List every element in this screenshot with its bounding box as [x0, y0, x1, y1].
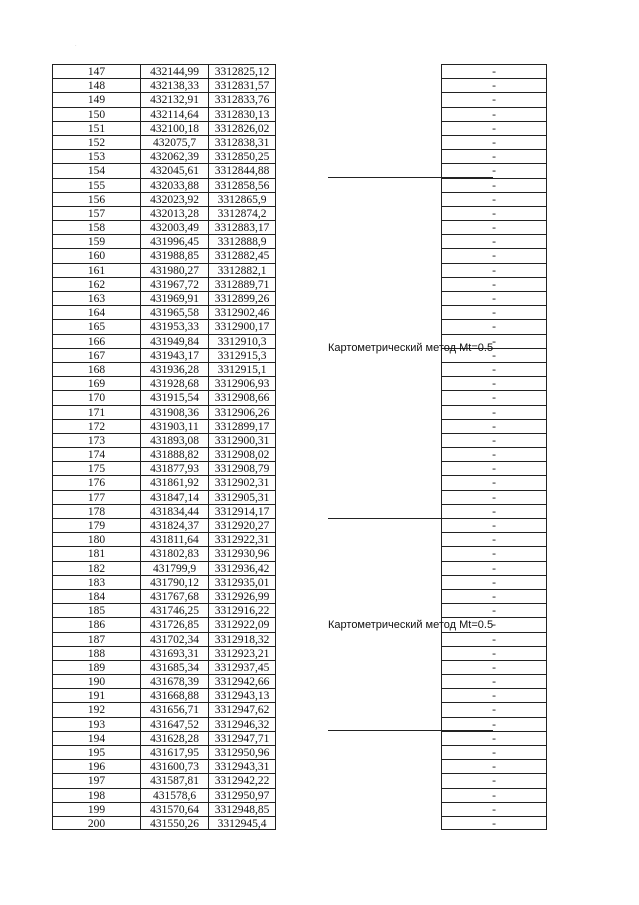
- method-label: Картометрический метод Mt=0.5: [328, 619, 494, 632]
- status-cell: -: [441, 376, 547, 390]
- x-coordinate-cell: 431617,95: [140, 745, 208, 759]
- status-cell: -: [441, 107, 547, 121]
- x-coordinate-cell: 431678,39: [140, 674, 208, 688]
- method-group: [328, 518, 493, 732]
- x-coordinate-cell: 431953,33: [140, 319, 208, 333]
- point-number-cell: 157: [52, 206, 140, 220]
- status-cell: -: [441, 660, 547, 674]
- x-coordinate-cell: 431893,08: [140, 433, 208, 447]
- point-number-cell: 166: [52, 334, 140, 348]
- y-coordinate-cell: 3312902,31: [208, 475, 276, 489]
- status-cell: -: [441, 149, 547, 163]
- status-cell: -: [441, 135, 547, 149]
- status-cell: -: [441, 234, 547, 248]
- point-number-cell: 188: [52, 646, 140, 660]
- point-number-cell: 154: [52, 163, 140, 177]
- y-coordinate-cell: 3312922,09: [208, 617, 276, 631]
- status-cell: -: [441, 589, 547, 603]
- method-label: Картометрический метод Mt=0.5: [328, 342, 494, 355]
- status-cell: -: [441, 390, 547, 404]
- y-coordinate-cell: 3312937,45: [208, 660, 276, 674]
- y-coordinate-cell: 3312915,3: [208, 348, 276, 362]
- x-coordinate-cell: 432013,28: [140, 206, 208, 220]
- x-coordinate-cell: 431600,73: [140, 759, 208, 773]
- point-number-cell: 183: [52, 575, 140, 589]
- x-coordinate-cell: 431656,71: [140, 702, 208, 716]
- status-cell: -: [441, 206, 547, 220]
- y-coordinate-cell: 3312926,99: [208, 589, 276, 603]
- x-coordinate-cell: 432075,7: [140, 135, 208, 149]
- status-cell: -: [441, 575, 547, 589]
- y-coordinate-cell: 3312899,17: [208, 419, 276, 433]
- point-number-cell: 191: [52, 688, 140, 702]
- y-coordinate-cell: 3312922,31: [208, 532, 276, 546]
- point-number-cell: 152: [52, 135, 140, 149]
- status-cell: -: [441, 674, 547, 688]
- point-number-cell: 189: [52, 660, 140, 674]
- y-coordinate-cell: 3312874,2: [208, 206, 276, 220]
- point-number-cell: 182: [52, 561, 140, 575]
- status-cell: -: [441, 163, 547, 177]
- x-coordinate-cell: 431834,44: [140, 504, 208, 518]
- status-cell: -: [441, 773, 547, 787]
- status-cell: -: [441, 745, 547, 759]
- x-coordinate-cell: 431790,12: [140, 575, 208, 589]
- y-coordinate-cell: 3312900,17: [208, 319, 276, 333]
- x-coordinate-cell: 431693,31: [140, 646, 208, 660]
- y-coordinate-cell: 3312948,85: [208, 802, 276, 816]
- status-cell: -: [441, 603, 547, 617]
- y-coordinate-cell: 3312850,25: [208, 149, 276, 163]
- x-coordinate-cell: 431802,83: [140, 546, 208, 560]
- y-coordinate-cell: 3312908,02: [208, 447, 276, 461]
- x-coordinate-cell: 431908,36: [140, 405, 208, 419]
- y-coordinate-cell: 3312858,56: [208, 178, 276, 192]
- status-cell: -: [441, 802, 547, 816]
- x-coordinate-cell: 431799,9: [140, 561, 208, 575]
- point-number-cell: 160: [52, 248, 140, 262]
- y-coordinate-cell: 3312899,26: [208, 291, 276, 305]
- x-coordinate-cell: 431550,26: [140, 816, 208, 830]
- status-cell: -: [441, 334, 547, 348]
- status-cell: -: [441, 263, 547, 277]
- y-coordinate-cell: 3312946,32: [208, 717, 276, 731]
- x-coordinate-cell: 431980,27: [140, 263, 208, 277]
- point-number-cell: 193: [52, 717, 140, 731]
- x-coordinate-cell: 432132,91: [140, 92, 208, 106]
- x-coordinate-cell: 431988,85: [140, 248, 208, 262]
- y-coordinate-cell: 3312950,96: [208, 745, 276, 759]
- status-cell: -: [441, 121, 547, 135]
- point-number-cell: 198: [52, 788, 140, 802]
- point-number-cell: 147: [52, 64, 140, 78]
- point-number-cell: 181: [52, 546, 140, 560]
- y-coordinate-cell: 3312916,22: [208, 603, 276, 617]
- x-coordinate-cell: 431767,68: [140, 589, 208, 603]
- status-cell: -: [441, 277, 547, 291]
- point-number-cell: 153: [52, 149, 140, 163]
- x-coordinate-cell: 431685,34: [140, 660, 208, 674]
- y-coordinate-cell: 3312883,17: [208, 220, 276, 234]
- status-cell: -: [441, 546, 547, 560]
- status-cell: -: [441, 490, 547, 504]
- status-cell: -: [441, 433, 547, 447]
- point-number-cell: 172: [52, 419, 140, 433]
- x-coordinate-cell: 432114,64: [140, 107, 208, 121]
- point-number-cell: 200: [52, 816, 140, 830]
- point-number-cell: 192: [52, 702, 140, 716]
- x-coordinate-cell: 431746,25: [140, 603, 208, 617]
- x-coordinate-cell: 432144,99: [140, 64, 208, 78]
- point-number-cell: 162: [52, 277, 140, 291]
- status-cell: -: [441, 362, 547, 376]
- point-number-cell: 185: [52, 603, 140, 617]
- page-mark: ·: [75, 44, 77, 49]
- x-coordinate-cell: 431628,28: [140, 731, 208, 745]
- status-cell: -: [441, 788, 547, 802]
- x-coordinate-cell: 431811,64: [140, 532, 208, 546]
- x-coordinate-cell: 431861,92: [140, 475, 208, 489]
- y-coordinate-cell: 3312833,76: [208, 92, 276, 106]
- point-number-cell: 150: [52, 107, 140, 121]
- x-coordinate-cell: 431578,6: [140, 788, 208, 802]
- point-number-cell: 177: [52, 490, 140, 504]
- point-number-cell: 164: [52, 305, 140, 319]
- x-coordinate-cell: 432062,39: [140, 149, 208, 163]
- point-number-cell: 163: [52, 291, 140, 305]
- status-cell: -: [441, 78, 547, 92]
- point-number-cell: 176: [52, 475, 140, 489]
- y-coordinate-cell: 3312923,21: [208, 646, 276, 660]
- y-coordinate-cell: 3312826,02: [208, 121, 276, 135]
- point-number-cell: 158: [52, 220, 140, 234]
- status-cell: -: [441, 92, 547, 106]
- y-coordinate-cell: 3312942,22: [208, 773, 276, 787]
- x-coordinate-cell: 431969,91: [140, 291, 208, 305]
- x-coordinate-cell: 431668,88: [140, 688, 208, 702]
- x-coordinate-cell: 431915,54: [140, 390, 208, 404]
- y-coordinate-cell: 3312930,96: [208, 546, 276, 560]
- x-coordinate-cell: 432100,18: [140, 121, 208, 135]
- y-coordinate-cell: 3312882,1: [208, 263, 276, 277]
- x-coordinate-cell: 431967,72: [140, 277, 208, 291]
- status-cell: -: [441, 759, 547, 773]
- status-cell: -: [441, 319, 547, 333]
- x-coordinate-cell: 431647,52: [140, 717, 208, 731]
- x-coordinate-cell: 431570,64: [140, 802, 208, 816]
- status-cell: -: [441, 248, 547, 262]
- status-cell: -: [441, 532, 547, 546]
- y-coordinate-cell: 3312918,32: [208, 632, 276, 646]
- point-number-cell: 159: [52, 234, 140, 248]
- point-number-cell: 180: [52, 532, 140, 546]
- status-cell: -: [441, 447, 547, 461]
- x-coordinate-cell: 431949,84: [140, 334, 208, 348]
- y-coordinate-cell: 3312838,31: [208, 135, 276, 149]
- point-number-cell: 155: [52, 178, 140, 192]
- x-coordinate-cell: 432033,88: [140, 178, 208, 192]
- status-cell: -: [441, 646, 547, 660]
- status-cell: -: [441, 461, 547, 475]
- x-coordinate-cell: 432138,33: [140, 78, 208, 92]
- y-coordinate-cell: 3312947,71: [208, 731, 276, 745]
- point-number-cell: 195: [52, 745, 140, 759]
- point-number-cell: 161: [52, 263, 140, 277]
- point-number-cell: 169: [52, 376, 140, 390]
- status-cell: -: [441, 731, 547, 745]
- y-coordinate-cell: 3312882,45: [208, 248, 276, 262]
- y-coordinate-cell: 3312908,79: [208, 461, 276, 475]
- y-coordinate-cell: 3312906,26: [208, 405, 276, 419]
- y-coordinate-cell: 3312942,66: [208, 674, 276, 688]
- status-cell: -: [441, 632, 547, 646]
- y-coordinate-cell: 3312905,31: [208, 490, 276, 504]
- point-number-cell: 186: [52, 617, 140, 631]
- status-cell: -: [441, 64, 547, 78]
- x-coordinate-cell: 431847,14: [140, 490, 208, 504]
- x-coordinate-cell: 431824,37: [140, 518, 208, 532]
- point-number-cell: 149: [52, 92, 140, 106]
- y-coordinate-cell: 3312844,88: [208, 163, 276, 177]
- point-number-cell: 187: [52, 632, 140, 646]
- y-coordinate-cell: 3312950,97: [208, 788, 276, 802]
- point-number-cell: 199: [52, 802, 140, 816]
- x-coordinate-cell: 432003,49: [140, 220, 208, 234]
- x-coordinate-cell: 431702,34: [140, 632, 208, 646]
- point-number-cell: 167: [52, 348, 140, 362]
- point-number-cell: 196: [52, 759, 140, 773]
- x-coordinate-cell: 431943,17: [140, 348, 208, 362]
- y-coordinate-cell: 3312943,31: [208, 759, 276, 773]
- point-number-cell: 179: [52, 518, 140, 532]
- method-group: [328, 177, 493, 518]
- status-cell: -: [441, 688, 547, 702]
- status-cell: -: [441, 220, 547, 234]
- status-cell: -: [441, 405, 547, 419]
- status-cell: -: [441, 475, 547, 489]
- point-number-cell: 175: [52, 461, 140, 475]
- point-number-cell: 148: [52, 78, 140, 92]
- point-number-cell: 178: [52, 504, 140, 518]
- point-number-cell: 168: [52, 362, 140, 376]
- point-number-cell: 170: [52, 390, 140, 404]
- status-cell: -: [441, 702, 547, 716]
- y-coordinate-cell: 3312920,27: [208, 518, 276, 532]
- y-coordinate-cell: 3312825,12: [208, 64, 276, 78]
- x-coordinate-cell: 432045,61: [140, 163, 208, 177]
- x-coordinate-cell: 431888,82: [140, 447, 208, 461]
- x-coordinate-cell: 431726,85: [140, 617, 208, 631]
- x-coordinate-cell: 431928,68: [140, 376, 208, 390]
- point-number-cell: 151: [52, 121, 140, 135]
- status-cell: -: [441, 178, 547, 192]
- y-coordinate-cell: 3312908,66: [208, 390, 276, 404]
- status-cell: -: [441, 617, 547, 631]
- point-number-cell: 171: [52, 405, 140, 419]
- status-cell: -: [441, 419, 547, 433]
- y-coordinate-cell: 3312906,93: [208, 376, 276, 390]
- y-coordinate-cell: 3312943,13: [208, 688, 276, 702]
- status-cell: -: [441, 291, 547, 305]
- status-cell: -: [441, 305, 547, 319]
- x-coordinate-cell: 431965,58: [140, 305, 208, 319]
- status-cell: -: [441, 816, 547, 830]
- y-coordinate-cell: 3312830,13: [208, 107, 276, 121]
- x-coordinate-cell: 431996,45: [140, 234, 208, 248]
- y-coordinate-cell: 3312910,3: [208, 334, 276, 348]
- x-coordinate-cell: 431877,93: [140, 461, 208, 475]
- y-coordinate-cell: 3312914,17: [208, 504, 276, 518]
- y-coordinate-cell: 3312947,62: [208, 702, 276, 716]
- y-coordinate-cell: 3312945,4: [208, 816, 276, 830]
- point-number-cell: 156: [52, 192, 140, 206]
- y-coordinate-cell: 3312902,46: [208, 305, 276, 319]
- y-coordinate-cell: 3312900,31: [208, 433, 276, 447]
- point-number-cell: 184: [52, 589, 140, 603]
- y-coordinate-cell: 3312865,9: [208, 192, 276, 206]
- status-cell: -: [441, 518, 547, 532]
- x-coordinate-cell: 431936,28: [140, 362, 208, 376]
- point-number-cell: 174: [52, 447, 140, 461]
- y-coordinate-cell: 3312889,71: [208, 277, 276, 291]
- x-coordinate-cell: 431903,11: [140, 419, 208, 433]
- status-cell: -: [441, 504, 547, 518]
- y-coordinate-cell: 3312888,9: [208, 234, 276, 248]
- status-cell: -: [441, 561, 547, 575]
- y-coordinate-cell: 3312935,01: [208, 575, 276, 589]
- point-number-cell: 194: [52, 731, 140, 745]
- point-number-cell: 173: [52, 433, 140, 447]
- point-number-cell: 190: [52, 674, 140, 688]
- status-cell: -: [441, 192, 547, 206]
- y-coordinate-cell: 3312831,57: [208, 78, 276, 92]
- point-number-cell: 197: [52, 773, 140, 787]
- y-coordinate-cell: 3312936,42: [208, 561, 276, 575]
- x-coordinate-cell: 431587,81: [140, 773, 208, 787]
- x-coordinate-cell: 432023,92: [140, 192, 208, 206]
- point-number-cell: 165: [52, 319, 140, 333]
- y-coordinate-cell: 3312915,1: [208, 362, 276, 376]
- status-cell: -: [441, 348, 547, 362]
- status-cell: -: [441, 717, 547, 731]
